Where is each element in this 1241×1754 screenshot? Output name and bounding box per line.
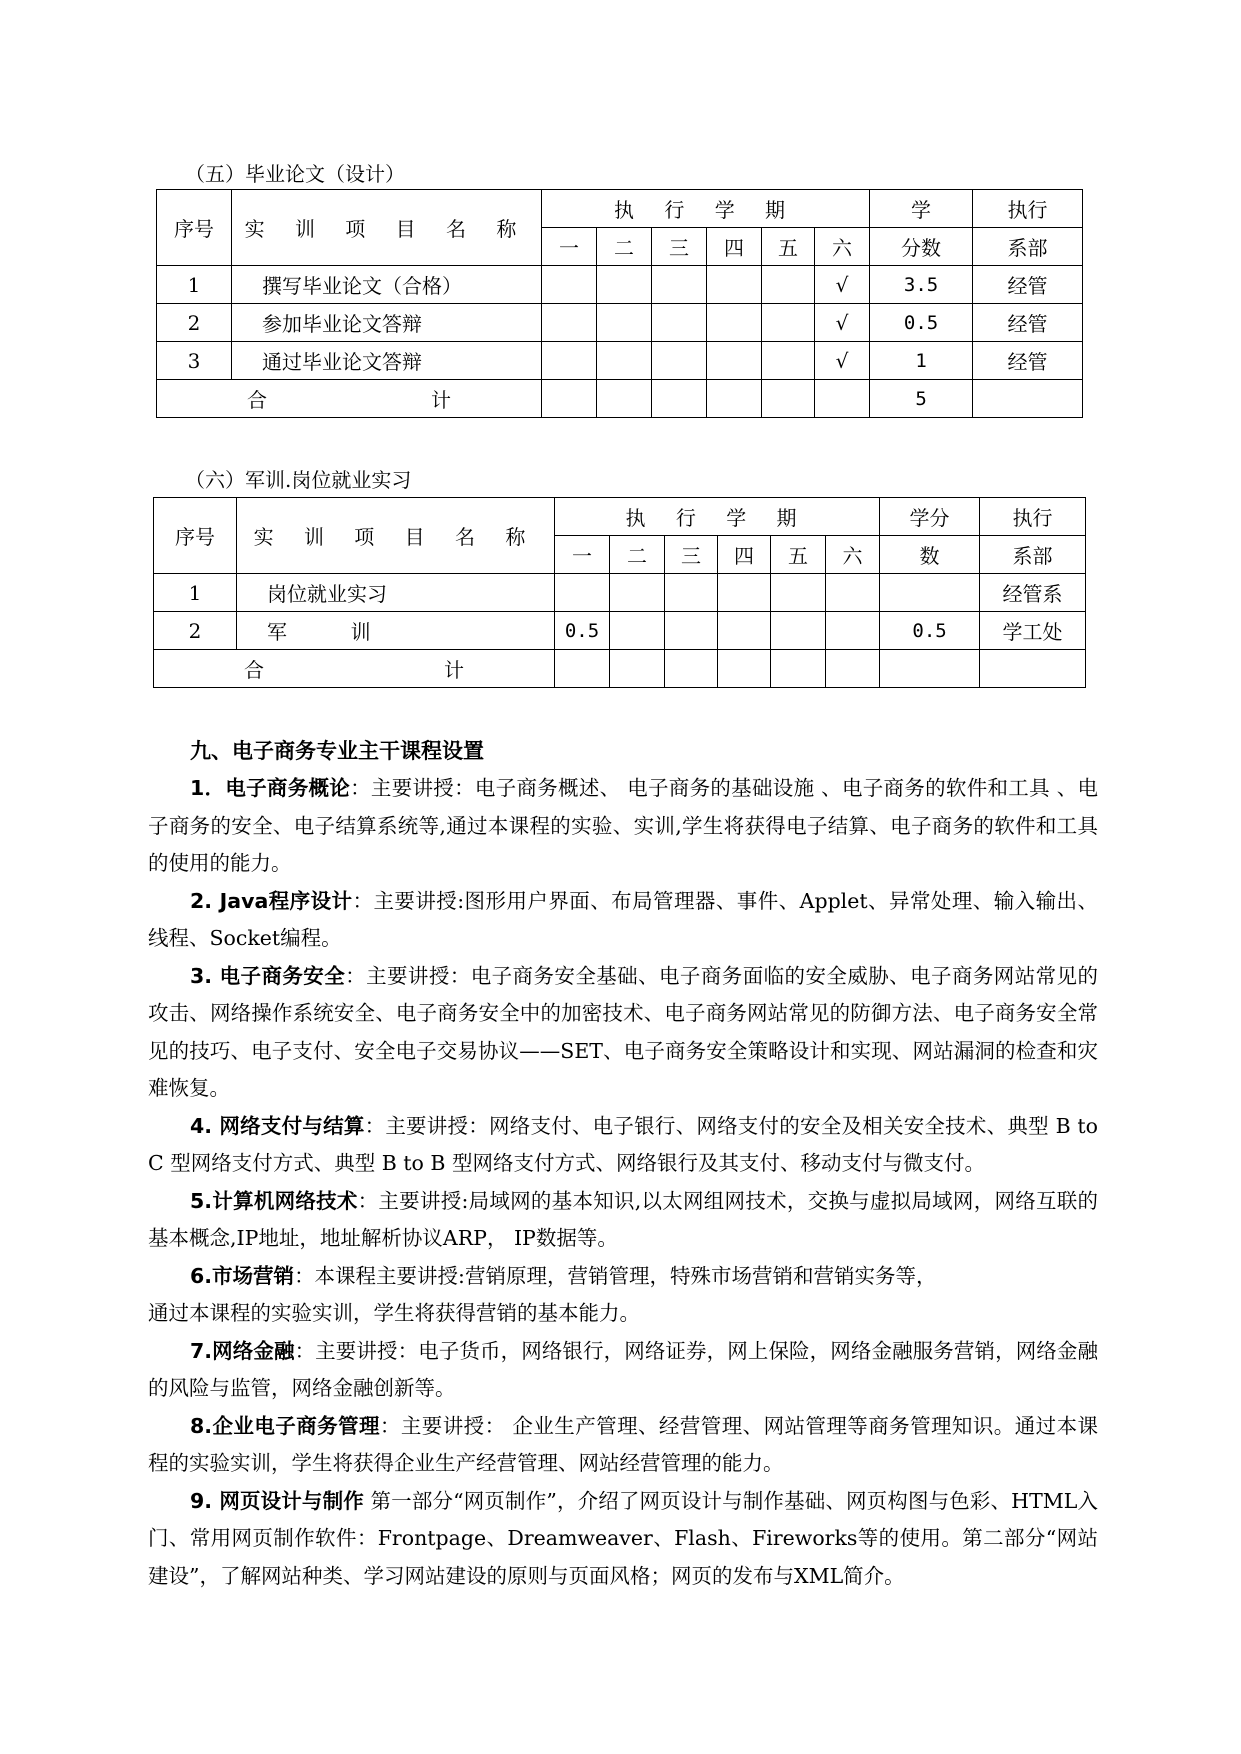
- header-seq: 序号: [154, 498, 237, 574]
- header-semester-1: 一: [555, 536, 610, 574]
- course-title: 6.市场营销: [190, 1263, 295, 1288]
- total-s3: [652, 380, 707, 418]
- total-label: [157, 380, 542, 418]
- row-dept: 学工处: [980, 612, 1086, 650]
- table-row: [154, 612, 1086, 650]
- row-s4: [707, 342, 762, 380]
- header-credit-bottom: 数: [880, 536, 980, 574]
- row-s6: √: [815, 342, 870, 380]
- course-paragraph: [148, 958, 1098, 1108]
- row-s2: [610, 574, 665, 612]
- course-title: 1．电子商务概论: [190, 776, 351, 800]
- row-s3: [652, 342, 707, 380]
- course-title: 3. 电子商务安全: [190, 963, 346, 988]
- total-dept: [980, 650, 1086, 688]
- course-title: 2. Java程序设计: [190, 888, 353, 913]
- row-s5: [771, 612, 826, 650]
- total-right: 计: [444, 658, 464, 682]
- total-s5: [771, 650, 826, 688]
- course-paragraph: [148, 1258, 1098, 1296]
- total-s4: [718, 650, 771, 688]
- header-semester: 执 行 学 期: [542, 190, 870, 228]
- header-semester-6: 六: [826, 536, 880, 574]
- table-row: [154, 574, 1086, 612]
- header-semester-4: 四: [707, 228, 762, 266]
- header-semester-6: 六: [815, 228, 870, 266]
- header-semester-4: 四: [718, 536, 771, 574]
- total-s2: [597, 380, 652, 418]
- row-seq: 1: [157, 266, 232, 304]
- row-credit: 0.5: [880, 612, 980, 650]
- course-title: 4. 网络支付与结算: [190, 1113, 365, 1138]
- course-text: ：主要讲授:图形用户界面、布局管理器、事件、Applet、异常处理、输入输出、线程、Socket编程。: [148, 888, 1098, 950]
- header-semester-5: 五: [771, 536, 826, 574]
- row-s5: [762, 304, 815, 342]
- row-dept: 经管: [973, 266, 1083, 304]
- row-name: 参加毕业论文答辩: [232, 304, 542, 342]
- total-s6: [826, 650, 880, 688]
- total-right: 计: [431, 388, 451, 412]
- row-name: 军 训: [237, 612, 555, 650]
- header-dept-top: 执行: [980, 498, 1086, 536]
- header-semester-2: 二: [597, 228, 652, 266]
- course-paragraph: [148, 1408, 1098, 1483]
- row-s4: [707, 266, 762, 304]
- row-dept: 经管: [973, 304, 1083, 342]
- total-credit: [880, 650, 980, 688]
- header-name: 实 训 项 目 名 称: [232, 190, 542, 266]
- total-label: [154, 650, 555, 688]
- total-s3: [665, 650, 718, 688]
- header-dept-bottom: 系部: [980, 536, 1086, 574]
- row-s2: [597, 304, 652, 342]
- total-row: [154, 650, 1086, 688]
- table-row: [157, 266, 1083, 304]
- total-s1: [555, 650, 610, 688]
- row-s2: [610, 612, 665, 650]
- header-dept-bottom: 系部: [973, 228, 1083, 266]
- header-semester-3: 三: [652, 228, 707, 266]
- row-credit: [880, 574, 980, 612]
- total-s4: [707, 380, 762, 418]
- header-semester-2: 二: [610, 536, 665, 574]
- total-s2: [610, 650, 665, 688]
- row-s6: [826, 612, 880, 650]
- header-credit-top: 学: [870, 190, 973, 228]
- row-s1: [542, 304, 597, 342]
- course-title: 8.企业电子商务管理: [190, 1413, 380, 1438]
- header-name: 实 训 项 目 名 称: [237, 498, 555, 574]
- course-paragraph: [148, 1183, 1098, 1258]
- course-title: 9. 网页设计与制作: [190, 1488, 364, 1513]
- row-s2: [597, 342, 652, 380]
- row-s5: [762, 342, 815, 380]
- course-text: ：主要讲授： 企业生产管理、经营管理、网站管理等商务管理知识。通过本课程的实验实训，学生将获得企业生产经营管理、网站经营管理的能力。: [148, 1413, 1099, 1475]
- header-seq: 序号: [157, 190, 232, 266]
- course-title: 5.计算机网络技术: [190, 1188, 358, 1213]
- header-dept-top: 执行: [973, 190, 1083, 228]
- row-seq: 2: [154, 612, 237, 650]
- course-text: ：主要讲授:局域网的基本知识,以太网组网技术，交换与虚拟局域网，网络互联的基本概念,IP地址，地址解析协议ARP， IP数据等。: [148, 1188, 1098, 1250]
- total-s6: [815, 380, 870, 418]
- row-dept: 经管系: [980, 574, 1086, 612]
- row-s3: [665, 612, 718, 650]
- total-left: 合: [244, 658, 264, 682]
- row-s6: [826, 574, 880, 612]
- header-semester: 执 行 学 期: [555, 498, 880, 536]
- course-text: ：主要讲授：网络支付、电子银行、网络支付的安全及相关安全技术、典型 B to C 型网络支付方式、典型 B to B 型网络支付方式、网络银行及其支付、移动支付与微支付。: [148, 1113, 1098, 1175]
- row-s5: [762, 266, 815, 304]
- row-dept: 经管: [973, 342, 1083, 380]
- course-text: 通过本课程的实验实训，学生将获得营销的基本能力。: [148, 1301, 640, 1325]
- total-s1: [542, 380, 597, 418]
- row-s6: √: [815, 304, 870, 342]
- header-credit-bottom: 分数: [870, 228, 973, 266]
- total-s5: [762, 380, 815, 418]
- header-semester-1: 一: [542, 228, 597, 266]
- total-credit: 5: [870, 380, 973, 418]
- row-s1: [542, 342, 597, 380]
- row-s4: [718, 612, 771, 650]
- row-name: 岗位就业实习: [237, 574, 555, 612]
- row-s3: [652, 304, 707, 342]
- row-s5: [771, 574, 826, 612]
- course-text: ：主要讲授：电子货币，网络银行，网络证券，网上保险，网络金融服务营销，网络金融的风险与监管，网络金融创新等。: [148, 1338, 1098, 1400]
- total-dept: [973, 380, 1083, 418]
- course-paragraph: [148, 1333, 1098, 1408]
- row-s3: [652, 266, 707, 304]
- row-s6: √: [815, 266, 870, 304]
- course-paragraph: [148, 1108, 1098, 1183]
- row-seq: 3: [157, 342, 232, 380]
- row-credit: 1: [870, 342, 973, 380]
- row-s4: [718, 574, 771, 612]
- section-heading: 九、电子商务专业主干课程设置: [190, 739, 484, 763]
- course-paragraph-continued: [148, 1295, 1098, 1333]
- row-seq: 2: [157, 304, 232, 342]
- row-credit: 3.5: [870, 266, 973, 304]
- table5: [156, 189, 1083, 418]
- table6-caption: （六）军训.岗位就业实习: [185, 468, 412, 492]
- total-left: 合: [247, 388, 267, 412]
- row-s3: [665, 574, 718, 612]
- row-s4: [707, 304, 762, 342]
- row-s2: [597, 266, 652, 304]
- header-semester-3: 三: [665, 536, 718, 574]
- row-s1: [555, 574, 610, 612]
- row-s1: 0.5: [555, 612, 610, 650]
- header-credit-top: 学分: [880, 498, 980, 536]
- course-paragraph: [148, 770, 1098, 883]
- course-text: 第一部分“网页制作”，介绍了网页设计与制作基础、网页构图与色彩、HTML入门、常用网页制作软件：Frontpage、Dreamweaver、Flash、Fireworks等的使用。第二部分“网站建设”，了解网站种类、学习网站建设的原则与页面风格；网页的发布与XML简介。: [148, 1488, 1098, 1588]
- row-name: 撰写毕业论文（合格）: [232, 266, 542, 304]
- course-text: ：主要讲授：电子商务安全基础、电子商务面临的安全威胁、电子商务网站常见的攻击、网络操作系统安全、电子商务安全中的加密技术、电子商务网站常见的防御方法、电子商务安全常见的技巧、电子支付、安全电子交易协议——SET、电子商务安全策略设计和实现、网站漏洞的检查和灾难恢复。: [148, 963, 1098, 1100]
- course-text: ：主要讲授：电子商务概述、 电子商务的基础设施 、电子商务的软件和工具 、电子商务的安全、电子结算系统等,通过本课程的实验、实训,学生将获得电子结算、电子商务的软件和工具的使用的能力。: [148, 776, 1098, 875]
- table6: [153, 497, 1086, 688]
- total-row: [157, 380, 1083, 418]
- row-credit: 0.5: [870, 304, 973, 342]
- row-s1: [542, 266, 597, 304]
- course-title: 7.网络金融: [190, 1338, 295, 1363]
- row-name: 通过毕业论文答辩: [232, 342, 542, 380]
- table5-caption: （五）毕业论文（设计）: [185, 162, 405, 186]
- course-list: [148, 770, 1098, 1595]
- header-semester-5: 五: [762, 228, 815, 266]
- table-row: [157, 304, 1083, 342]
- table-row: [157, 342, 1083, 380]
- course-text: ：本课程主要讲授:营销原理，营销管理，特殊市场营销和营销实务等，: [294, 1263, 937, 1288]
- course-paragraph: [148, 883, 1098, 958]
- row-seq: 1: [154, 574, 237, 612]
- course-paragraph: [148, 1483, 1098, 1596]
